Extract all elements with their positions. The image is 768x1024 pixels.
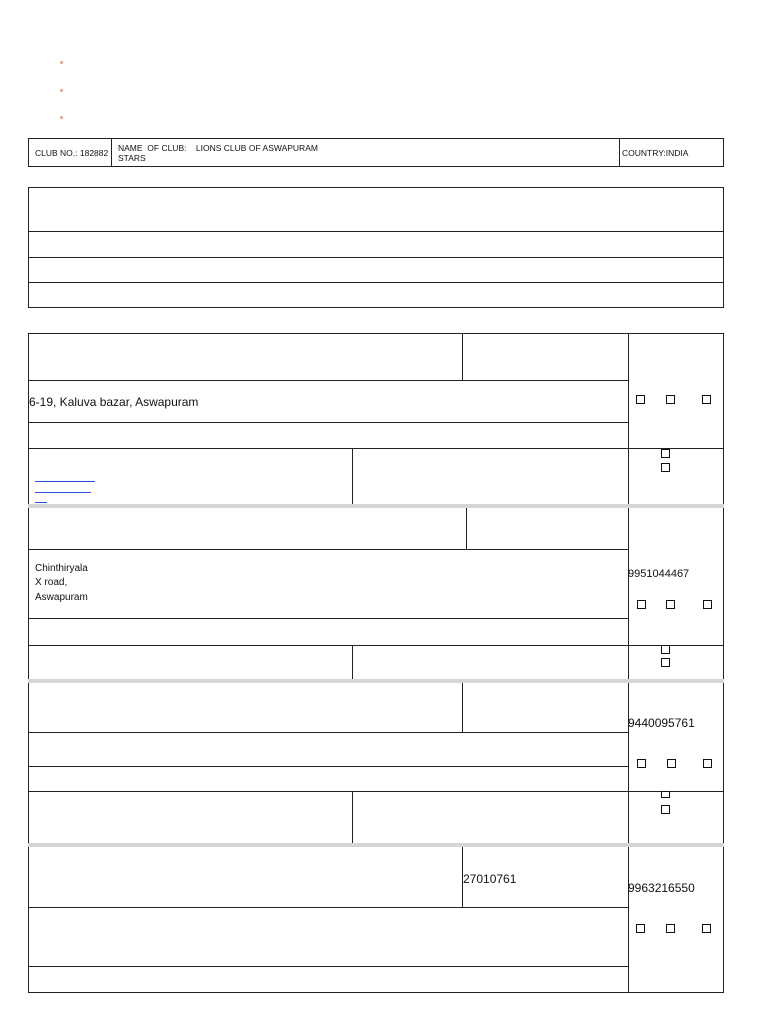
checkbox[interactable] (703, 759, 712, 768)
checkbox[interactable] (667, 759, 676, 768)
entry-2-phone: 9951044467 (628, 568, 690, 580)
divider (462, 333, 463, 380)
checkbox[interactable] (661, 449, 670, 458)
checkbox[interactable] (637, 759, 646, 768)
checkbox[interactable] (636, 924, 645, 933)
checkbox[interactable] (636, 395, 645, 404)
country: COUNTRY:INDIA (622, 148, 689, 158)
divider (352, 791, 353, 843)
row-divider (28, 618, 628, 619)
checkbox[interactable] (666, 600, 675, 609)
separator (28, 679, 724, 683)
entry-3-phone: 9440095761 (628, 716, 695, 730)
divider (352, 645, 353, 680)
club-name-line2: STARS (118, 153, 146, 163)
row-divider (28, 549, 628, 550)
bullet-dot (60, 61, 63, 64)
checkbox[interactable] (661, 805, 670, 814)
entry-4-phone: 9963216550 (628, 881, 695, 895)
checkbox[interactable] (702, 395, 711, 404)
separator (28, 843, 724, 847)
checkbox[interactable] (637, 600, 646, 609)
divider (352, 448, 353, 504)
row-divider (28, 732, 628, 733)
checkbox[interactable] (661, 658, 670, 667)
row-divider (28, 766, 628, 767)
row-divider (28, 645, 724, 646)
divider (111, 138, 112, 167)
entry-1-address: 6-19, Kaluva bazar, Aswapuram (29, 395, 199, 409)
checkbox[interactable] (703, 600, 712, 609)
row-divider (28, 422, 628, 423)
email-link[interactable] (35, 481, 95, 482)
row-divider (28, 791, 724, 792)
checkbox[interactable] (702, 924, 711, 933)
row-divider (28, 380, 628, 381)
checkbox[interactable] (666, 395, 675, 404)
email-link[interactable] (35, 492, 91, 493)
separator (28, 504, 724, 508)
row-divider (28, 966, 628, 967)
row-divider (28, 231, 724, 232)
row-divider (28, 257, 724, 258)
checkbox[interactable] (666, 924, 675, 933)
bullet-dot (60, 89, 63, 92)
divider (619, 138, 620, 167)
checkbox[interactable] (661, 463, 670, 472)
row-divider (28, 907, 628, 908)
entry-2-address-line3: Aswapuram (35, 592, 88, 603)
divider (466, 508, 467, 549)
club-name-line1: NAME OF CLUB: LIONS CLUB OF ASWAPURAM (118, 143, 318, 153)
club-number: CLUB NO.: 182882 (35, 148, 109, 158)
entry-2-address-line2: X road, (35, 577, 68, 588)
checkbox[interactable] (661, 645, 670, 654)
divider (462, 683, 463, 732)
entry-4-office-phone: 27010761 (463, 872, 517, 886)
email-link[interactable] (35, 502, 47, 503)
member-table (28, 333, 724, 993)
checkbox[interactable] (661, 791, 670, 798)
entry-2-address-line1: Chinthiryala (35, 563, 88, 574)
officer-table (28, 187, 724, 308)
bullet-dot (60, 116, 63, 119)
row-divider (28, 448, 724, 449)
row-divider (28, 282, 724, 283)
